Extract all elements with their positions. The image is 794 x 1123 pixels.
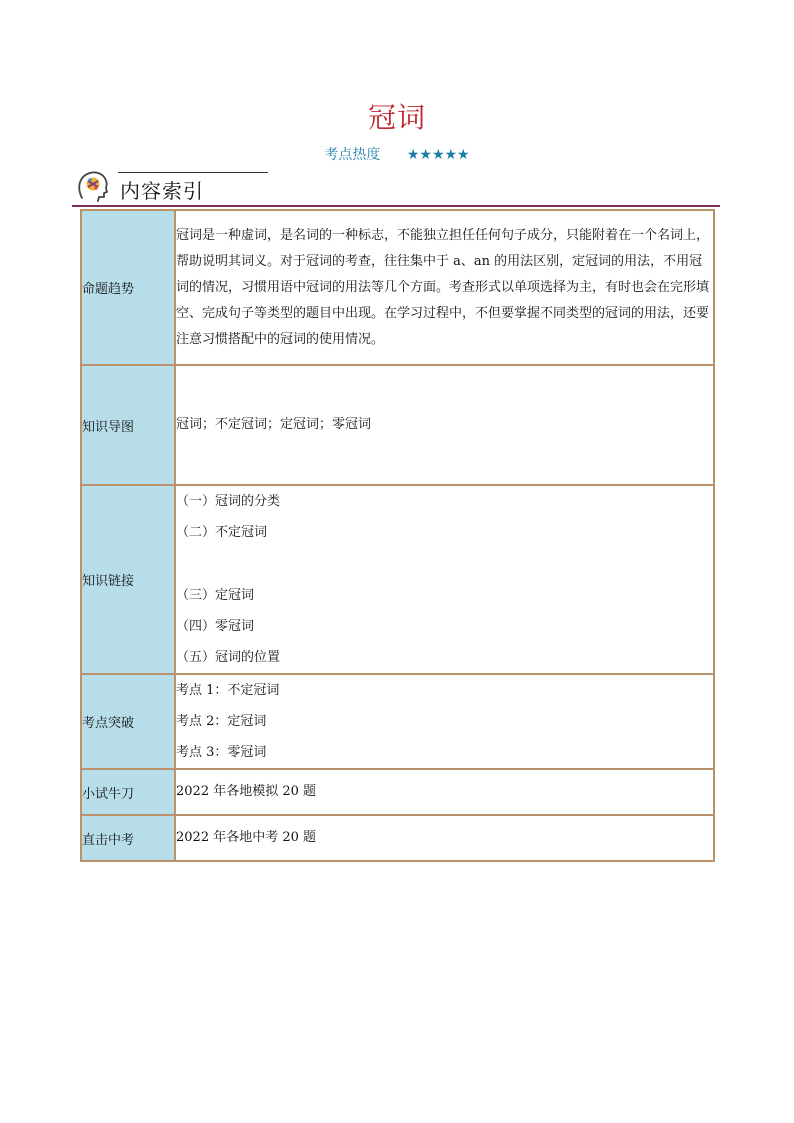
head-brain-icon: [74, 168, 110, 204]
exam-text: 2022 年各地中考 20 题: [176, 830, 317, 845]
content-index-table: [80, 209, 715, 862]
table-row: [81, 769, 714, 815]
row-content: [175, 485, 714, 674]
page-title: 冠词: [367, 101, 426, 134]
row-content: [175, 210, 714, 365]
table-row: [81, 365, 714, 485]
list-item: （二）不定冠词: [176, 525, 268, 540]
row-label: 考点突破: [81, 674, 175, 769]
row-label: 小试牛刀: [81, 769, 175, 815]
section-top-rule: [118, 172, 268, 173]
row-content: [175, 769, 714, 815]
section-header: [72, 164, 720, 210]
section-bottom-rule: [72, 205, 720, 207]
row-content: [175, 674, 714, 769]
row-label: 知识链接: [81, 485, 175, 674]
list-item: 考点 2：定冠词: [176, 714, 267, 729]
table-row: [81, 485, 714, 674]
row-content: [175, 365, 714, 485]
list-item: （一）冠词的分类: [176, 494, 281, 509]
row-label: 直击中考: [81, 815, 175, 861]
spacer: [176, 548, 713, 580]
mindmap-text: 冠词；不定冠词；定冠词；零冠词: [176, 417, 372, 432]
row-label: 命题趋势: [81, 210, 175, 365]
table-row: [81, 210, 714, 365]
heat-line: [0, 144, 794, 164]
table-row: [81, 815, 714, 861]
trend-text: 冠词是一种虚词，是名词的一种标志，不能独立担任任何句子成分，只能附着在一个名词上，帮助说明其词义。对于冠词的考查，往往集中于 a、an 的用法区别，定冠词的用法，不用冠词的情况，习惯用语中冠词的用法等几个方面。考查形式以单项选择为主，有时也会在完形填空、完成句子等类型的题目中出现。在学习过程中，不但要掌握不同类型的冠词的用法，还要注意习惯搭配中的冠词的使用情况。: [176, 227, 710, 347]
table-row: [81, 674, 714, 769]
heat-stars: ★★★★★: [406, 147, 470, 163]
row-content: [175, 815, 714, 861]
row-label: 知识导图: [81, 365, 175, 485]
list-item: 考点 1：不定冠词: [176, 683, 280, 698]
list-item: 考点 3：零冠词: [176, 745, 267, 760]
list-item: （三）定冠词: [176, 588, 255, 603]
list-item: （四）零冠词: [176, 619, 255, 634]
practice-text: 2022 年各地模拟 20 题: [176, 784, 317, 799]
section-title: 内容索引: [120, 179, 204, 203]
list-item: （五）冠词的位置: [176, 650, 281, 665]
heat-label: 考点热度: [324, 147, 381, 163]
